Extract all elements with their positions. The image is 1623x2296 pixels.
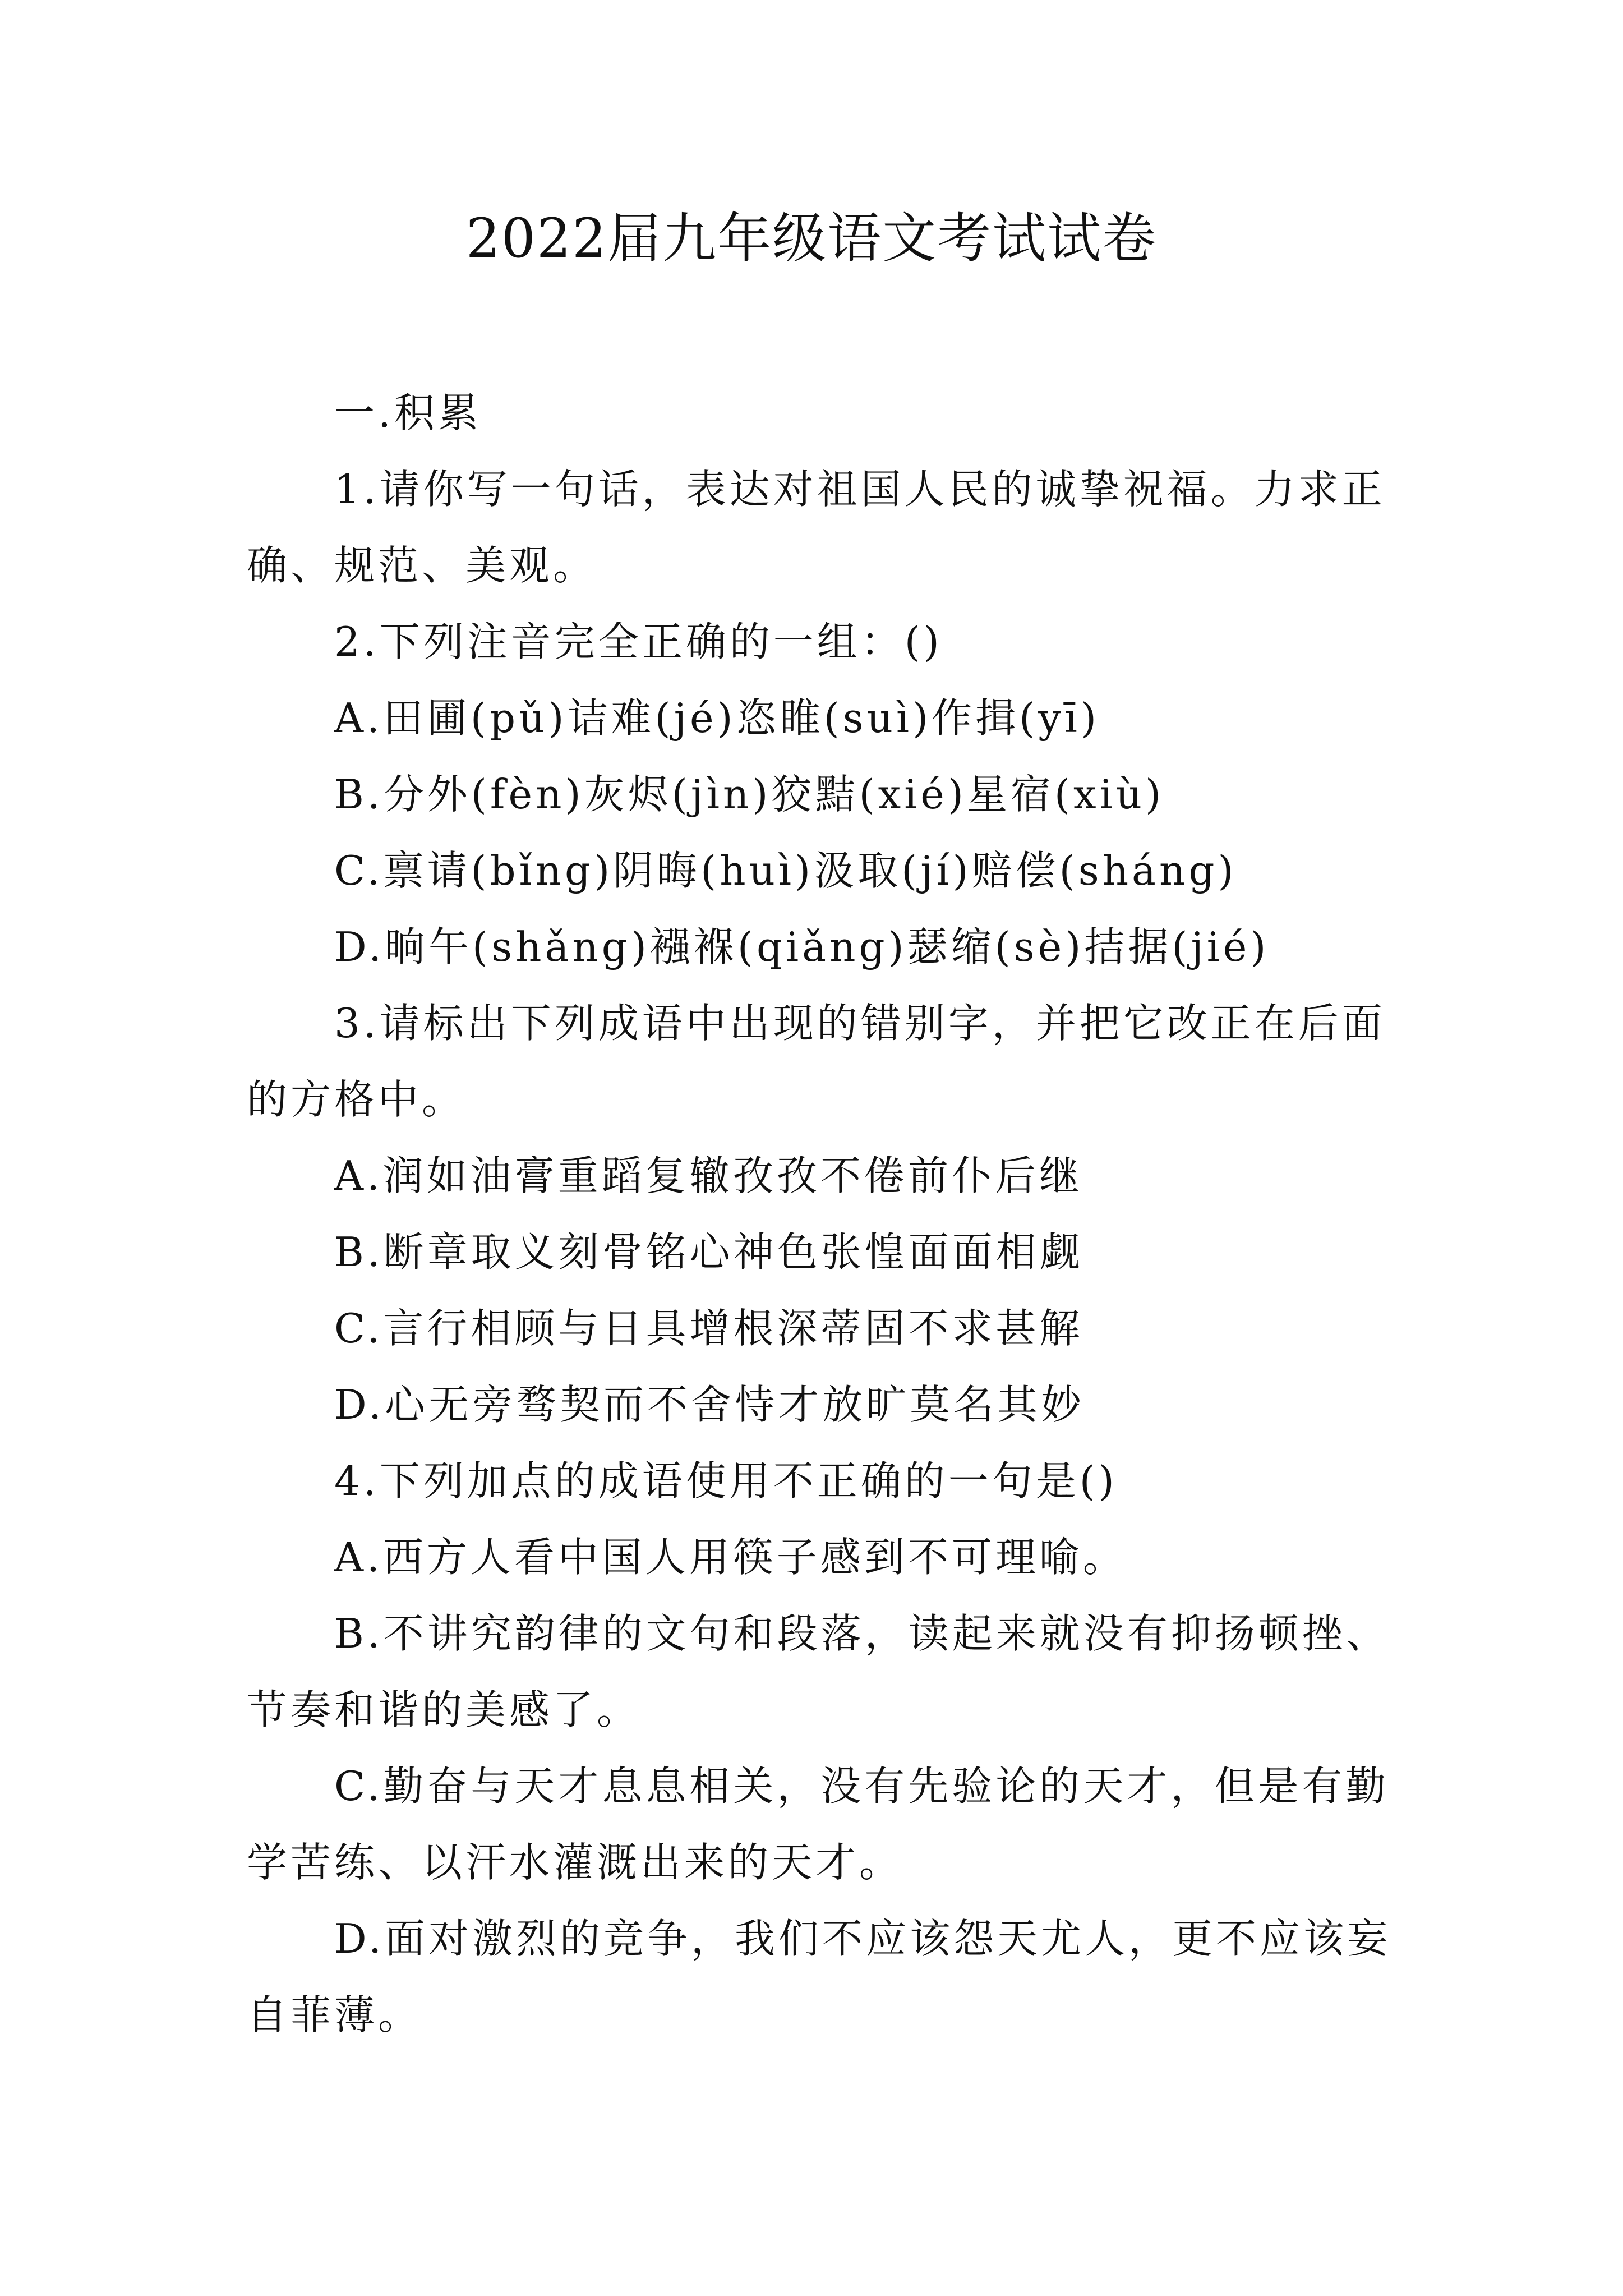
page-title: 2022届九年级语文考试试卷 (465, 207, 1158, 270)
question-4-option-d-cont: 自菲薄。 (247, 1991, 422, 2039)
question-3-option-d: D.心无旁骛契而不舍恃才放旷莫名其妙 (334, 1381, 1085, 1428)
question-4-option-a: A.西方人看中国人用筷子感到不可理喻。 (334, 1534, 1127, 1581)
question-3-option-b: B.断章取义刻骨铭心神色张惶面面相觑 (334, 1228, 1083, 1276)
question-4-option-c-cont: 学苦练、以汗水灌溉出来的天才。 (247, 1839, 903, 1886)
question-4-option-b-cont: 节奏和谐的美感了。 (247, 1686, 641, 1733)
question-2-option-d: D.晌午(shǎng)襁褓(qiǎng)瑟缩(sè)拮据(jié) (334, 923, 1270, 970)
document-body (247, 375, 1391, 2053)
question-4-option-d: D.面对激烈的竞争，我们不应该怨天尤人，更不应该妄 (334, 1915, 1391, 1962)
question-4-option-c: C.勤奋与天才息息相关，没有先验论的天才，但是有勤 (334, 1763, 1390, 1810)
question-2-option-b: B.分外(fèn)灰烬(jìn)狡黠(xié)星宿(xiù) (334, 771, 1165, 818)
question-3-option-c: C.言行相顾与日具增根深蒂固不求甚解 (334, 1305, 1083, 1352)
question-3-option-a: A.润如油膏重蹈复辙孜孜不倦前仆后继 (334, 1152, 1083, 1199)
question-3-text-cont: 的方格中。 (247, 1076, 466, 1123)
question-2-option-a: A.田圃(pǔ)诘难(jé)恣睢(suì)作揖(yī) (334, 694, 1100, 742)
question-4-text: 4.下列加点的成语使用不正确的一句是() (334, 1457, 1118, 1504)
question-1-text: 1.请你写一句话，表达对祖国人民的诚挚祝福。力求正 (334, 466, 1386, 513)
question-2-option-c: C.禀请(bǐng)阴晦(huì)汲取(jí)赔偿(sháng) (334, 847, 1237, 894)
section-heading: 一.积累 (334, 389, 482, 436)
question-2-text: 2.下列注音完全正确的一组：() (334, 618, 943, 665)
question-3-text: 3.请标出下列成语中出现的错别字，并把它改正在后面 (334, 1000, 1386, 1047)
question-1-text-cont: 确、规范、美观。 (247, 542, 597, 589)
question-4-option-b: B.不讲究韵律的文句和段落，读起来就没有抑扬顿挫、 (334, 1610, 1390, 1657)
